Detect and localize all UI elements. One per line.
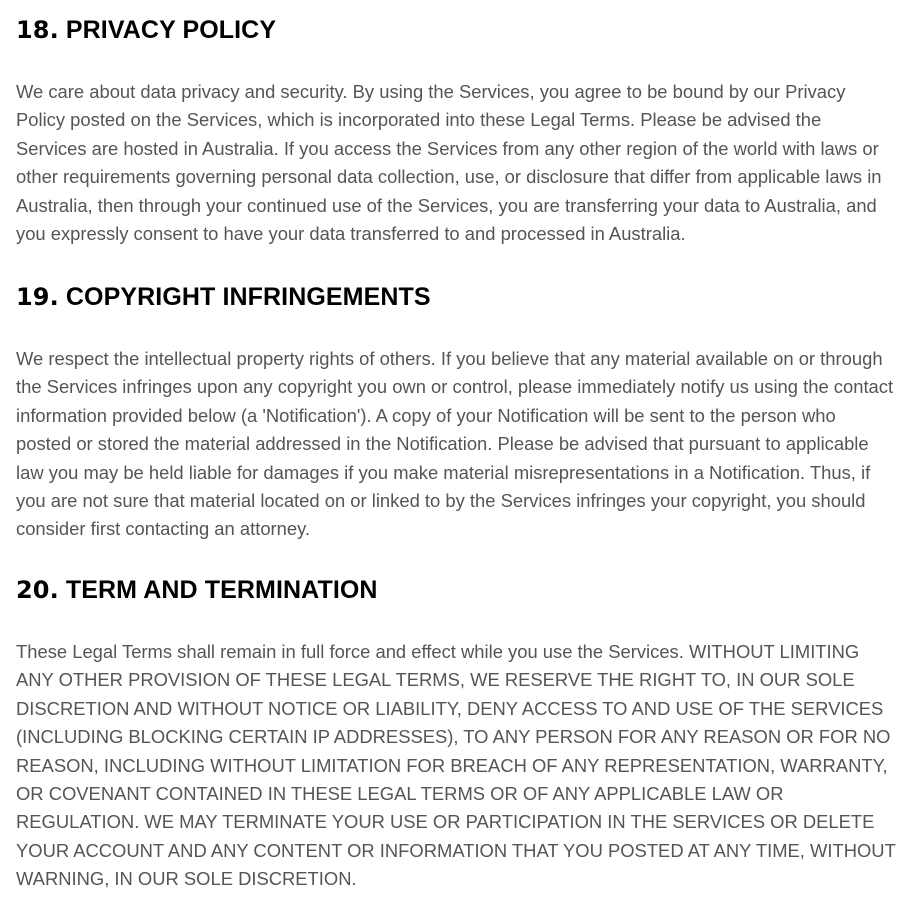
- section-heading-privacy-policy: [16, 15, 276, 45]
- section-heading-term-and-termination: [16, 575, 378, 605]
- section-number: 18.: [16, 16, 59, 44]
- section-body-term-and-termination: These Legal Terms shall remain in full force and effect while you use the Services. WITHOUT LIMITING ANY OTHER PROVISION OF THESE LEGAL TERMS, WE RESERVE THE RIGHT TO, IN OUR SOLE DISCRETION AND WITHOUT NOTICE OR LIABILITY, DENY ACCESS TO AND USE OF THE SERVICES (INCLUDING BLOCKING CERTAIN IP ADDRESSES), TO ANY PERSON FOR ANY REASON OR FOR NO REASON, INCLUDING WITHOUT LIMITATION FOR BREACH OF ANY REPRESENTATION, WARRANTY, OR COVENANT CONTAINED IN THESE LEGAL TERMS OR OF ANY APPLICABLE LAW OR REGULATION. WE MAY TERMINATE YOUR USE OR PARTICIPATION IN THE SERVICES OR DELETE YOUR ACCOUNT AND ANY CONTENT OR INFORMATION THAT YOU POSTED AT ANY TIME, WITHOUT WARNING, IN OUR SOLE DISCRETION.: [16, 641, 896, 890]
- section-body-privacy-policy: We care about data privacy and security. By using the Services, you agree to be bound by our Privacy Policy posted on the Services, which is incorporated into these Legal Terms. Please be advised the Services are hosted in Australia. If you access the Services from any other region of the world with laws or other requirements governing personal data collection, use, or disclosure that differ from applicable laws in Australia, then through your continued use of the Services, you are transferring your data to Australia, and you expressly consent to have your data transferred to and processed in Australia.: [16, 81, 882, 245]
- section-title: PRIVACY POLICY: [65, 16, 277, 44]
- section-body-copyright-infringements: We respect the intellectual property rights of others. If you believe that any material available on or through the Services infringes upon any copyright you own or control, please immediately notify us using the contact information provided below (a 'Notification'). A copy of your Notification will be sent to the person who posted or stored the material addressed in the Notification. Please be advised that pursuant to applicable law you may be held liable for damages if you make material misrepresentations in a Notification. Thus, if you are not sure that material located on or linked to by the Services infringes your copyright, you should consider first contacting an attorney.: [16, 348, 894, 540]
- section-title: TERM AND TERMINATION: [65, 576, 378, 604]
- section-title: COPYRIGHT INFRINGEMENTS: [65, 283, 431, 311]
- section-number: 19.: [16, 283, 59, 311]
- section-heading-copyright-infringements: [16, 282, 431, 312]
- section-number: 20.: [16, 576, 59, 604]
